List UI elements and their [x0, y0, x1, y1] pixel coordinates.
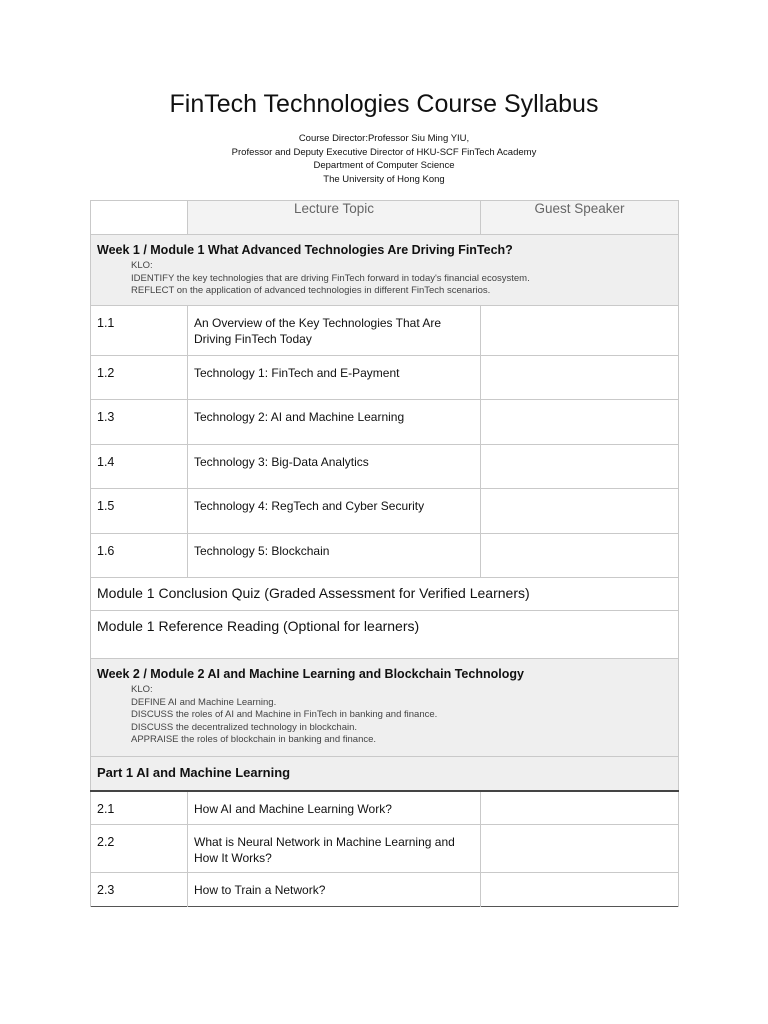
lesson-row	[91, 445, 679, 489]
lesson-topic: Technology 3: Big-Data Analytics	[188, 445, 481, 489]
lesson-speaker	[481, 791, 679, 825]
module-1-quiz: Module 1 Conclusion Quiz (Graded Assessment for Verified Learners)	[91, 578, 679, 611]
lesson-number: 2.3	[91, 873, 188, 907]
lesson-speaker	[481, 306, 679, 356]
lesson-speaker	[481, 445, 679, 489]
director-line: Department of Computer Science	[313, 160, 455, 171]
week-2-title: Week 2 / Module 2 AI and Machine Learning and Blockchain Technology	[97, 667, 524, 681]
klo-line: DISCUSS the roles of AI and Machine in FinTech in banking and finance.	[131, 709, 438, 720]
page-title: FinTech Technologies Course Syllabus	[169, 90, 599, 118]
lesson-speaker	[481, 356, 679, 400]
klo-line: KLO:	[131, 684, 153, 695]
table-header-row	[91, 201, 679, 235]
klo-line: DEFINE AI and Machine Learning.	[131, 696, 277, 708]
syllabus-table	[90, 200, 679, 907]
lesson-number: 1.4	[91, 445, 188, 489]
course-director-info	[0, 132, 768, 186]
lesson-number: 1.5	[91, 489, 188, 534]
lesson-topic: Technology 1: FinTech and E-Payment	[188, 356, 481, 400]
lesson-row	[91, 356, 679, 400]
klo-line: REFLECT on the application of advanced technologies in different FinTech scenarios.	[131, 285, 491, 296]
part-1-title: Part 1 AI and Machine Learning	[91, 757, 679, 791]
klo-line: APPRAISE the roles of blockchain in banking and finance.	[131, 734, 377, 745]
lesson-speaker	[481, 400, 679, 445]
part-1-row	[91, 757, 679, 791]
lesson-topic: How to Train a Network?	[188, 873, 481, 907]
week-1-row	[91, 235, 679, 306]
header-lecture-topic: Lecture Topic	[188, 201, 481, 235]
header-blank-cell	[91, 201, 188, 235]
klo-line: KLO:	[131, 260, 153, 271]
week-1-title: Week 1 / Module 1 What Advanced Technologies Are Driving FinTech?	[97, 243, 513, 257]
header-guest-speaker: Guest Speaker	[481, 201, 679, 235]
lesson-row	[91, 825, 679, 873]
week-2-cell	[91, 659, 679, 757]
lesson-number: 1.3	[91, 400, 188, 445]
week-1-cell	[91, 235, 679, 306]
module-1-reading-row	[91, 611, 679, 659]
lesson-topic: Technology 4: RegTech and Cyber Security	[188, 489, 481, 534]
lesson-speaker	[481, 489, 679, 534]
director-line: The University of Hong Kong	[323, 173, 445, 185]
lesson-row	[91, 791, 679, 825]
week-2-klo	[131, 684, 672, 747]
lesson-row	[91, 306, 679, 356]
lesson-row	[91, 534, 679, 578]
lesson-number: 1.1	[91, 306, 188, 356]
lesson-number: 1.6	[91, 534, 188, 578]
director-line: Course Director:Professor Siu Ming YIU,	[298, 133, 470, 144]
lesson-row	[91, 489, 679, 534]
lesson-row	[91, 400, 679, 445]
lesson-topic: What is Neural Network in Machine Learning and How It Works?	[188, 825, 481, 873]
module-1-reading: Module 1 Reference Reading (Optional for learners)	[91, 611, 679, 659]
week-1-klo	[131, 260, 672, 298]
lesson-row	[91, 873, 679, 907]
lesson-topic: How AI and Machine Learning Work?	[188, 791, 481, 825]
lesson-topic: Technology 2: AI and Machine Learning	[188, 400, 481, 445]
klo-line: IDENTIFY the key technologies that are driving FinTech forward in today's financial ecosystem.	[131, 272, 530, 284]
lesson-speaker	[481, 534, 679, 578]
lesson-number: 1.2	[91, 356, 188, 400]
lesson-topic: Technology 5: Blockchain	[188, 534, 481, 578]
lesson-number: 2.2	[91, 825, 188, 873]
module-1-quiz-row	[91, 578, 679, 611]
lesson-topic: An Overview of the Key Technologies That Are Driving FinTech Today	[188, 306, 481, 356]
director-line: Professor and Deputy Executive Director of HKU-SCF FinTech Academy	[231, 146, 537, 158]
week-2-row	[91, 659, 679, 757]
lesson-number: 2.1	[91, 791, 188, 825]
lesson-speaker	[481, 873, 679, 907]
klo-line: DISCUSS the decentralized technology in blockchain.	[131, 721, 358, 733]
lesson-speaker	[481, 825, 679, 873]
